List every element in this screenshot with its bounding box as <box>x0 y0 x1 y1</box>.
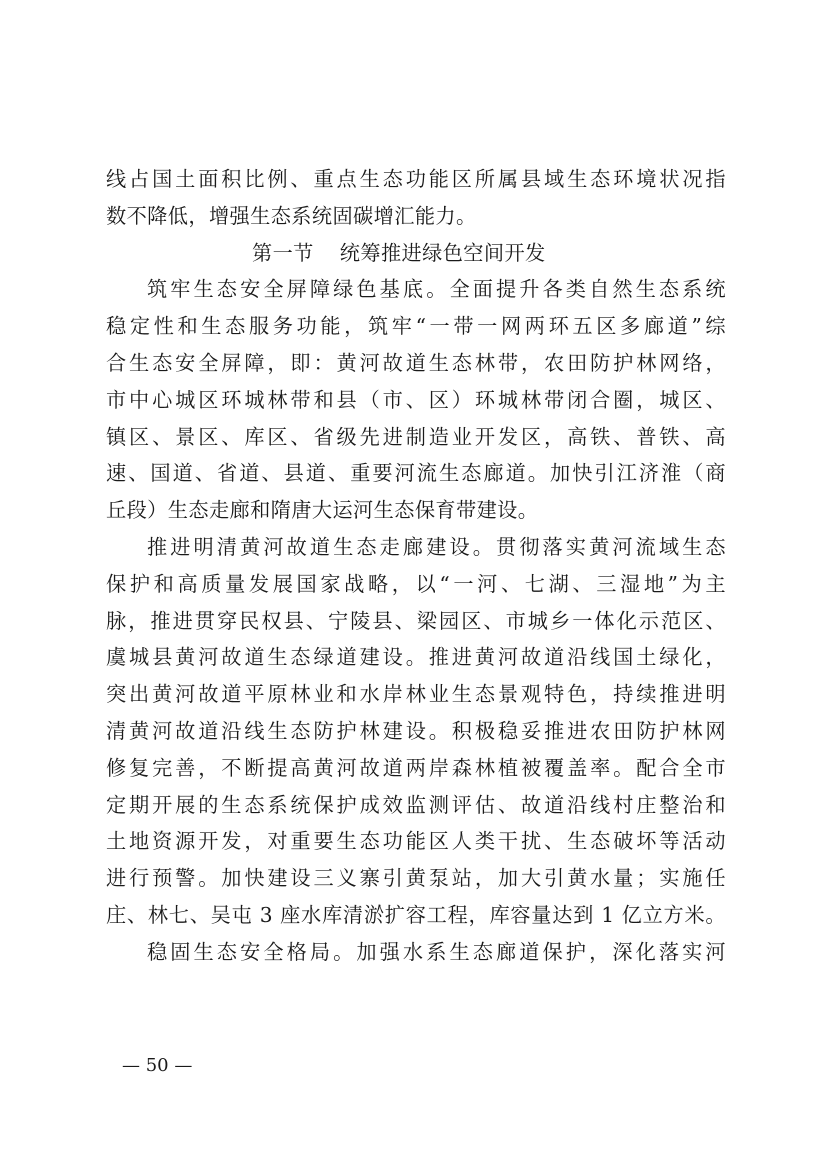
text-line: 丘段）生态走廊和隋唐大运河生态保育带建设。 <box>106 498 539 523</box>
text-line: 突出黄河故道平原林业和水岸林业生态景观特色，持续推进明 <box>106 682 726 707</box>
text-line: 清黄河故道沿线生态防护林建设。积极稳妥推进农田防护林网 <box>106 718 726 743</box>
text-line: 推进明清黄河故道生态走廊建设。贯彻落实黄河流域生态 <box>147 534 726 559</box>
text-line: 修复完善，不断提高黄河故道两岸森林植被覆盖率。配合全市 <box>106 755 726 780</box>
text-line: 速、国道、省道、县道、重要河流生态廊道。加快引江济淮（商 <box>106 461 726 486</box>
text-line: 定期开展的生态系统保护成效监测评估、故道沿线村庄整治和 <box>106 792 726 817</box>
text-line: 脉，推进贯穿民权县、宁陵县、梁园区、市城乡一体化示范区、 <box>106 608 726 633</box>
text-line: 筑牢生态安全屏障绿色基底。全面提升各类自然生态系统 <box>147 277 726 302</box>
text-line: 线占国土面积比例、重点生态功能区所属县域生态环境状况指 <box>106 167 726 191</box>
text-line: 镇区、景区、库区、省级先进制造业开发区，高铁、普铁、高 <box>106 424 726 449</box>
text-line: 虞城县黄河故道生态绿道建设。推进黄河故道沿线国土绿化， <box>106 645 726 670</box>
section-heading <box>106 235 726 272</box>
text-line: 稳固生态安全格局。加强水系生态廊道保护，深化落实河 <box>147 939 726 964</box>
section-number: 第一节 <box>252 240 314 265</box>
text-line: 进行预警。加快建设三义寨引黄泵站，加大引黄水量；实施任 <box>106 866 726 891</box>
text-line: 稳定性和生态服务功能，筑牢“一带一网两环五区多廊道”综 <box>106 314 726 339</box>
text-line: 数不降低，增强生态系统固碳增汇能力。 <box>106 203 477 228</box>
text-line: 市中心城区环城林带和县（市、区）环城林带闭合圈，城区、 <box>106 387 726 412</box>
section-title: 统筹推进绿色空间开发 <box>339 240 546 265</box>
body-text <box>106 161 726 971</box>
page-number: — 50 — <box>122 1055 193 1076</box>
text-line: 庄、林七、吴屯 3 座水库清淤扩容工程，库容量达到 1 亿立方米。 <box>106 902 726 927</box>
text-line: 土地资源开发，对重要生态功能区人类干扰、生态破坏等活动 <box>106 829 726 854</box>
text-line: 合生态安全屏障，即：黄河故道生态林带，农田防护林网络， <box>106 350 726 375</box>
text-line: 保护和高质量发展国家战略，以“一河、七湖、三湿地”为主 <box>106 571 726 596</box>
